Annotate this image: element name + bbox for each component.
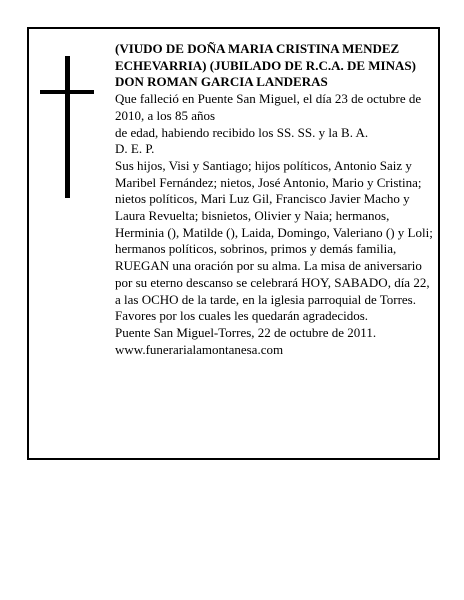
obituary-notice xyxy=(27,27,440,460)
notice-header: (VIUDO DE DOÑA MARIA CRISTINA MENDEZ ECHEVARRIA) (JUBILADO DE R.C.A. DE MINAS) xyxy=(115,41,416,73)
cross-icon xyxy=(40,56,94,198)
website-link[interactable]: www.funerarialamontanesa.com xyxy=(115,341,284,357)
family-text: Sus hijos, Visi y Santiago; hijos políticos, Antonio Saiz y Maribel Fernández; nietos, José Antonio, Mario y Cristina; nietos políticos, Mari Luz Gil, Francisco Javier Macho y Laura Revuelta; bisnietos, Olivier y Naia; hermanos, Herminia (), Matilde (), Laida, Domingo, Valeriano () y Loli; hermanos políticos, sobrinos, primos y demás familia, xyxy=(115,157,433,257)
sacraments-text: de edad, habiendo recibido los SS. SS. y la B. A. xyxy=(115,124,369,140)
death-info: Que falleció en Puente San Miguel, el día 23 de octubre de 2010, a los 85 años xyxy=(115,91,422,123)
deceased-name: DON ROMAN GARCIA LANDERAS xyxy=(115,74,328,90)
notice-body xyxy=(115,41,433,358)
place-date: Puente San Miguel-Torres, 22 de octubre de 2011. xyxy=(115,324,377,340)
rip-text: D. E. P. xyxy=(115,141,155,157)
request-text: RUEGAN una oración por su alma. La misa de aniversario por su eterno descanso se celebrará HOY, SABADO, día 22, a las OCHO de la tarde, en la iglesia parroquial de Torres. Favores por los cuales les quedarán agradecidos. xyxy=(115,258,430,324)
cross-horizontal-bar xyxy=(40,90,94,94)
cross-vertical-bar xyxy=(65,56,70,198)
